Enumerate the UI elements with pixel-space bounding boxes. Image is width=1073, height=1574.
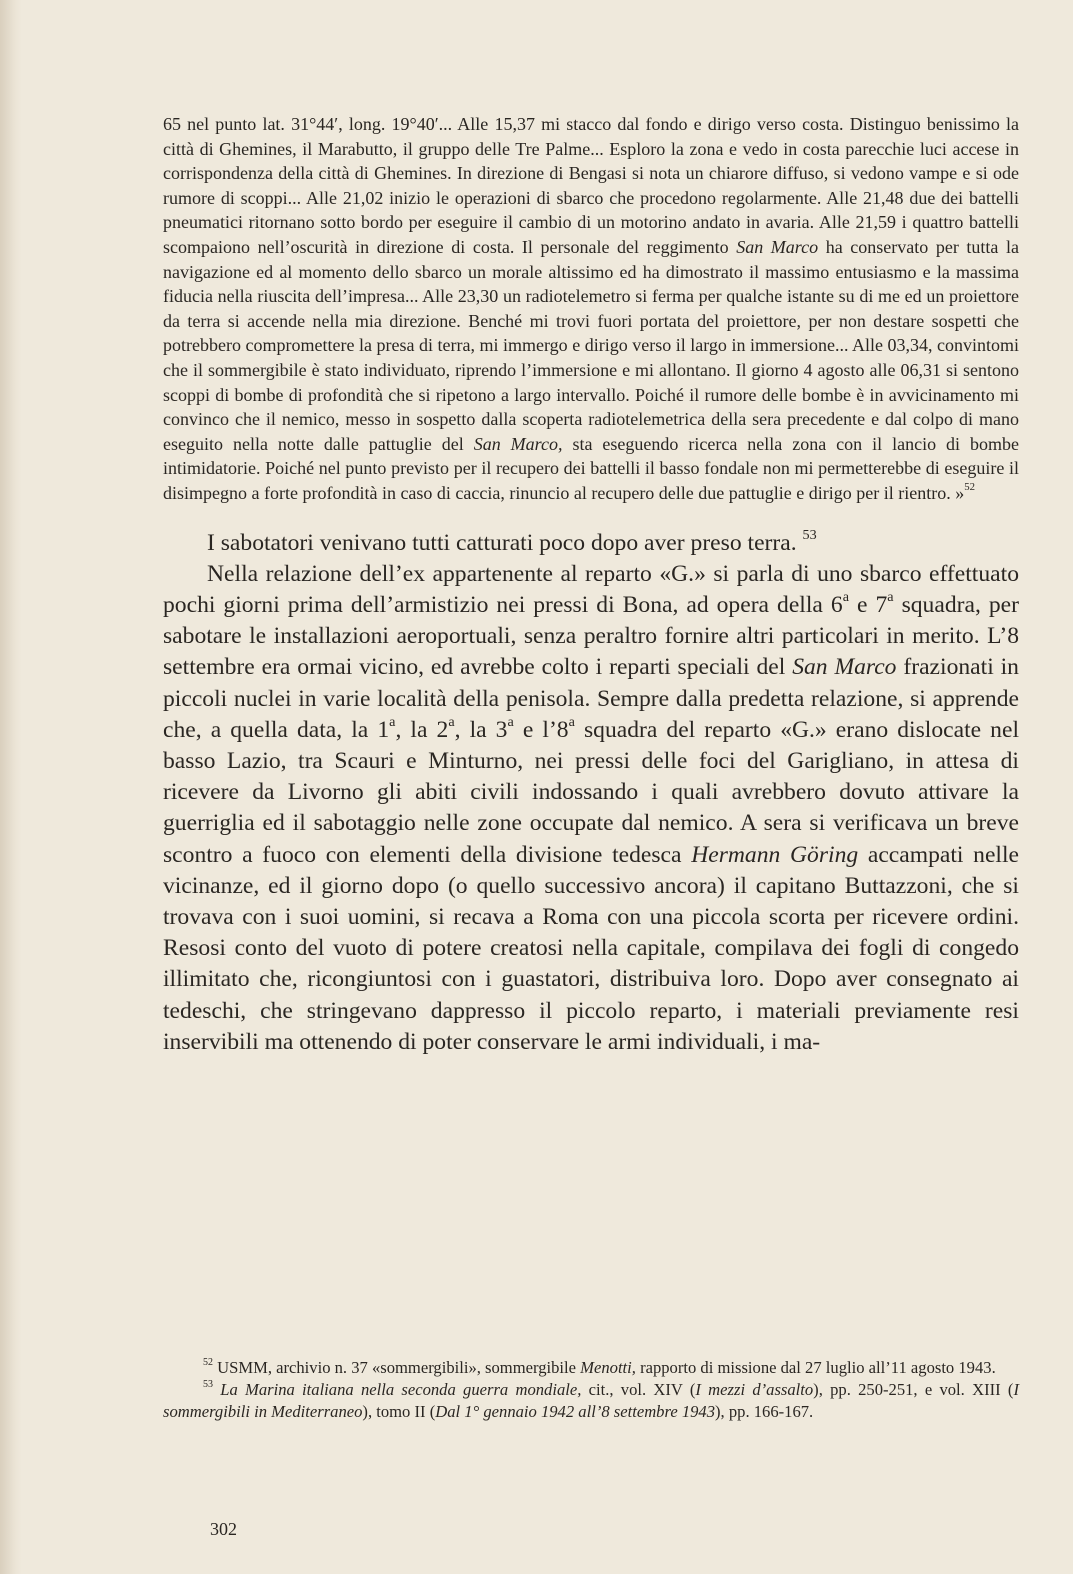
footnote-text: USMM, archivio n. 37 «sommergibili», sommergibile <box>212 1358 581 1377</box>
ordinal-sup: a <box>507 713 514 730</box>
ordinal-sup: a <box>842 588 849 605</box>
ordinal-sup: a <box>568 713 575 730</box>
footnote-ref-52: 52 <box>964 481 976 494</box>
body-text-run: , la 2 <box>395 716 449 743</box>
footnote-text: ), tomo II ( <box>362 1402 436 1421</box>
footnote-italic: La Marina italiana nella seconda guerra mondiale, <box>220 1380 582 1399</box>
footnote-53 <box>163 1379 1019 1423</box>
body-text-run: accampati nelle vicinanze, ed il giorno dopo (o quello successivo ancora) il capitano Buttazzoni, che si trovava con i suoi uomini, si recava a Roma con una piccola scorta per ricevere ordini. Resosi conto del vuoto di potere creatosi nella capitale, compilava dei fogli di congedo illimitato che, ricongiuntosi con i guastatori, distribuiva loro. Dopo aver consegnato ai tedeschi, che stringevano dappresso il piccolo reparto, i materiali previamente resi inservibili ma ottenendo di poter conservare le armi individuali, i ma- <box>163 841 1020 1055</box>
ordinal-sup: a <box>887 588 894 605</box>
footnote-52 <box>163 1357 1019 1379</box>
footnote-number: 53 <box>203 1378 213 1390</box>
body-text-run: frazionati in piccoli nuclei in varie località della penisola. Sempre dalla predetta relazione, si apprende che, a quella data, la 1 <box>163 654 1019 743</box>
body-text-run: e 7 <box>849 591 888 618</box>
body-text-run: e l’8 <box>513 716 569 743</box>
submarine-report-quote <box>163 112 1019 506</box>
footnote-italic: Menotti, <box>580 1358 636 1377</box>
quote-paragraph <box>163 112 1019 506</box>
page-number: 302 <box>210 1519 237 1539</box>
body-text-run: , la 3 <box>454 716 508 743</box>
footnotes <box>163 1357 1019 1423</box>
footnote-italic: I mezzi d’assalto <box>695 1380 814 1399</box>
italic-san-marco: San Marco <box>792 654 897 681</box>
quote-italic-san-marco: San Marco, <box>473 433 563 454</box>
body-paragraph-1 <box>163 528 1019 559</box>
footnote-text: ), pp. 166-167. <box>715 1402 814 1421</box>
ordinal-sup: a <box>389 713 396 730</box>
quote-text: 65 nel punto lat. 31°44′, long. 19°40′... Alle 15,37 mi stacco dal fondo e dirigo verso costa. Distinguo benissimo la città di Ghemines, il Marabutto, il gruppo delle Tre Palme... Esploro la zona e vedo in costa parecchie luci accese in corrispondenza della città di Ghemines. In direzione di Bengasi si nota un chiarore diffuso, si vedono vampe e si ode rumore di scoppi... Alle 21,02 inizio le operazioni di sbarco che procedono regolarmente. Alle 21,48 due dei battelli pneumatici ritornano sotto bordo per eseguire il cambio di un motorino andato in avaria. Alle 21,59 i quattro battelli scompaiono nell’oscurità in direzione di costa. Il personale del reggimento <box>163 114 1019 257</box>
body-text-run: I sabotatori venivano tutti catturati poco dopo aver preso terra. <box>207 529 797 556</box>
footnote-italic: Dal 1° gennaio 1942 all’8 settembre 1943 <box>435 1402 716 1421</box>
quote-italic-san-marco: San Marco <box>736 236 819 257</box>
quote-text: sta eseguendo ricerca nella zona con il lancio di bombe intimidatorie. Poiché nel punto previsto per il recupero dei battelli il basso fondale non mi permetterebbe di eseguire il disimpegno a forte profondità in caso di caccia, rinuncio al recupero delle due pattuglie e dirigo per il rientro. » <box>163 433 1019 503</box>
footnote-text: cit., vol. XIV ( <box>581 1380 696 1399</box>
italic-division-name: Hermann Göring <box>691 841 859 868</box>
body-text-run: squadra del reparto «G.» erano dislocate nel basso Lazio, tra Scauri e Minturno, nei pressi delle foci del Garigliano, in attesa di ricevere da Livorno gli abiti civili indossando i quali avrebbero dovuto attivare la guerriglia ed il sabotaggio nelle zone occupate dal nemico. A sera si verificava un breve scontro a fuoco con elementi della divisione tedesca <box>163 716 1020 868</box>
page-content <box>163 112 1019 1058</box>
body-text-run: Nella relazione dell’ex appartenente al reparto «G.» si parla di uno sbarco effettuato pochi giorni prima dell’armistizio nei pressi di Bona, ad opera della 6 <box>163 560 1019 618</box>
footnote-text: ), pp. 250-251, e vol. XIII ( <box>813 1380 1014 1399</box>
quote-text: ha conservato per tutta la navigazione ed al momento dello sbarco un morale altissimo ed ha dimostrato il massimo entusiasmo e la massima fiducia nella riuscita dell’impresa... Alle 23,30 un radiotelemetro si ferma per qualche istante su di me ed un proiettore da terra si accende nella mia direzione. Benché mi trovi fuori portata del proiettore, per non destare sospetti che potrebbero compromettere la presa di terra, mi immergo e dirigo verso il largo in immersione... Alle 03,34, convintomi che il sommergibile è stato individuato, riprendo l’immersione e mi allontano. Il giorno 4 agosto alle 06,31 si sentono scoppi di bombe di profondità che si ripetono a largo intervallo. Poiché il rumore delle bombe è in avvicinamento mi convinco che il nemico, messo in sospetto dalla scoperta radiotelemetrica della sera precedente e dal colpo di mano eseguito nella notte dalle pattuglie del <box>163 236 1019 454</box>
body-text-run: squadra, per sabotare le installazioni aeroportuali, senza peraltro fornire altri particolari in merito. L’8 settembre era ormai vicino, ed avrebbe colto i reparti speciali del <box>163 591 1019 681</box>
page-gutter-shadow <box>0 0 22 1574</box>
footnote-italic: I sommergibili in Mediterraneo <box>163 1380 1019 1421</box>
footnote-text: rapporto di missione dal 27 luglio all’11 agosto 1943. <box>635 1358 996 1377</box>
ordinal-sup: a <box>448 713 455 730</box>
footnote-number: 52 <box>203 1356 213 1368</box>
body-text <box>163 528 1019 1058</box>
body-paragraph-2 <box>163 559 1019 1058</box>
footnote-ref-53: 53 <box>802 526 817 543</box>
